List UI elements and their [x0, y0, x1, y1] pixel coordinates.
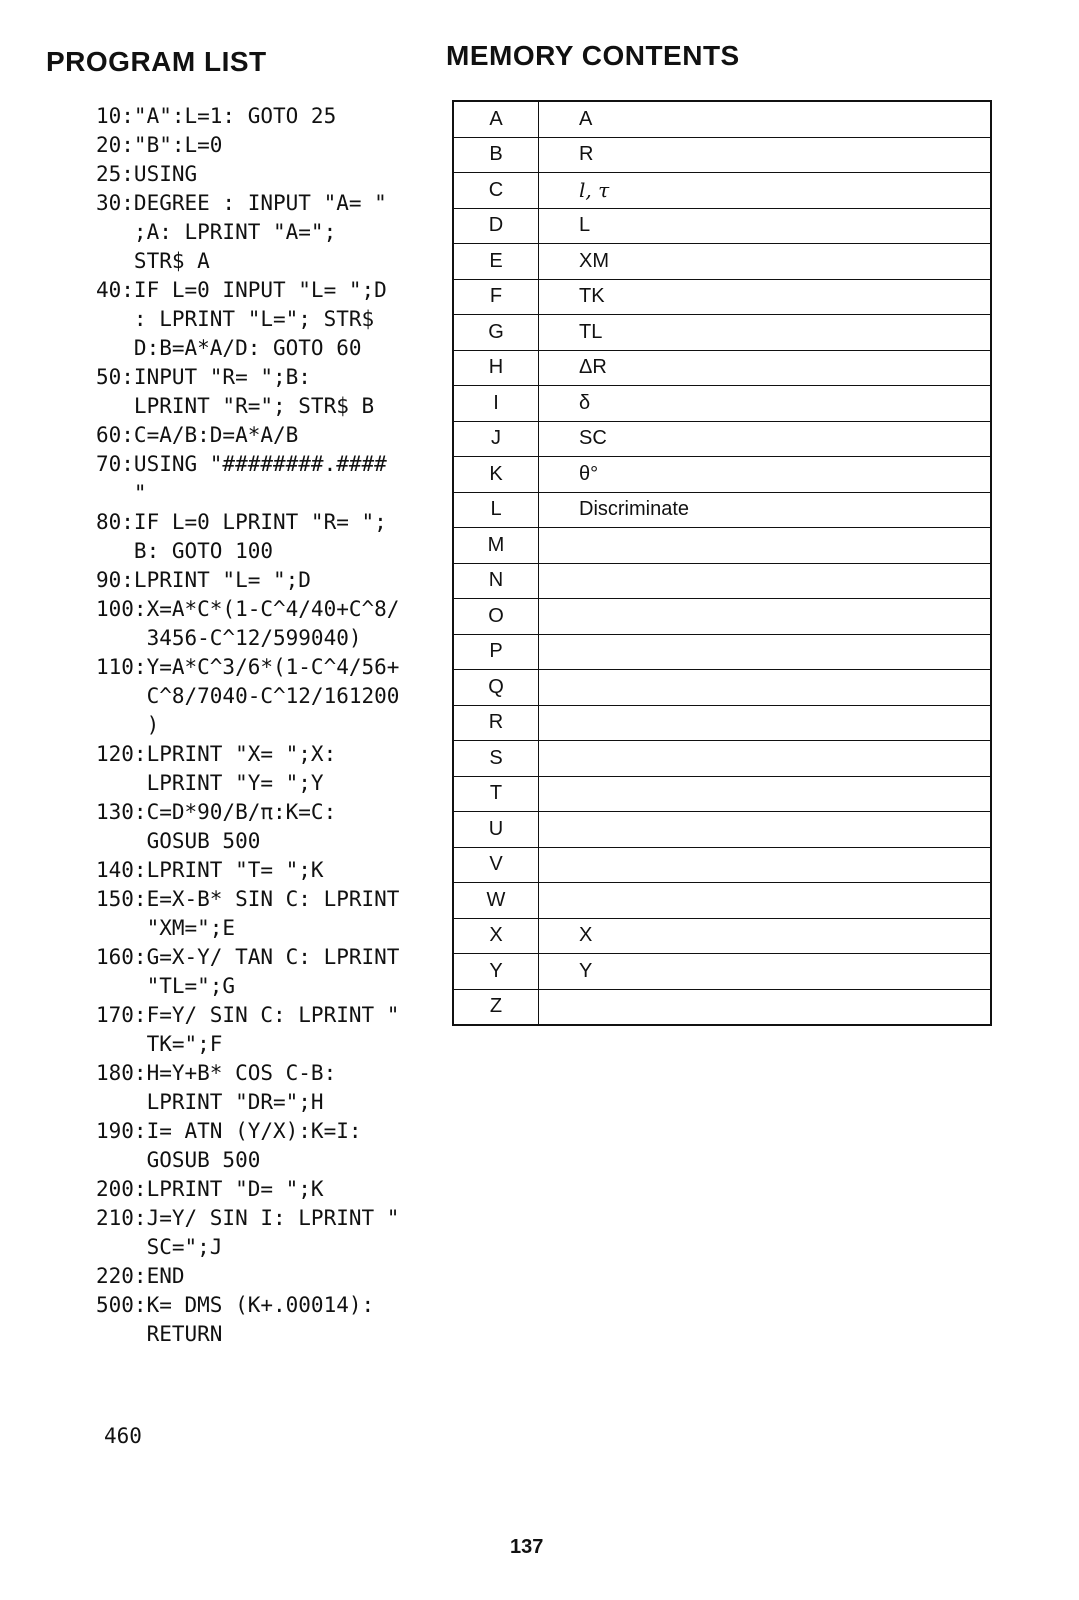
memory-row-j: [453, 421, 991, 457]
memory-content: [539, 705, 992, 741]
program-line: "XM=";E: [96, 916, 236, 940]
memory-row-a: [453, 101, 991, 137]
program-line: 40:IF L=0 INPUT "L= ";D: [96, 278, 387, 302]
program-line: 20:"B":L=0: [96, 133, 223, 157]
memory-content: [539, 989, 992, 1025]
memory-register: F: [453, 279, 539, 315]
program-line: 140:LPRINT "T= ";K: [96, 858, 324, 882]
memory-row-o: [453, 599, 991, 635]
program-line: 210:J=Y/ SIN I: LPRINT ": [96, 1206, 400, 1230]
memory-row-e: [453, 244, 991, 280]
memory-content: R: [539, 137, 992, 173]
program-line: : LPRINT "L="; STR$: [96, 307, 375, 331]
program-line: TK=";F: [96, 1032, 223, 1056]
program-line: 50:INPUT "R= ";B:: [96, 365, 311, 389]
memory-register: E: [453, 244, 539, 280]
program-line: 60:C=A/B:D=A*A/B: [96, 423, 299, 447]
memory-content: Y: [539, 954, 992, 990]
memory-register: P: [453, 634, 539, 670]
memory-row-v: [453, 847, 991, 883]
memory-contents-heading: MEMORY CONTENTS: [446, 40, 740, 71]
program-line: 100:X=A*C*(1-C^4/40+C^8/: [96, 597, 400, 621]
memory-row-t: [453, 776, 991, 812]
program-line: 180:H=Y+B* COS C-B:: [96, 1061, 337, 1085]
memory-register: L: [453, 492, 539, 528]
memory-content: SC: [539, 421, 992, 457]
memory-content: [539, 883, 992, 919]
program-line: ;A: LPRINT "A=";: [96, 220, 337, 244]
memory-content: L: [539, 208, 992, 244]
memory-content: TL: [539, 315, 992, 351]
program-line: 3456-C^12/599040): [96, 626, 362, 650]
program-line: ): [96, 713, 160, 737]
memory-content: X: [539, 918, 992, 954]
memory-register: V: [453, 847, 539, 883]
memory-content: [539, 634, 992, 670]
program-line: 220:END: [96, 1264, 185, 1288]
memory-register: X: [453, 918, 539, 954]
memory-content: [539, 528, 992, 564]
program-line: 80:IF L=0 LPRINT "R= ";: [96, 510, 387, 534]
memory-row-f: [453, 279, 991, 315]
program-line: 150:E=X-B* SIN C: LPRINT: [96, 887, 400, 911]
memory-register: C: [453, 173, 539, 209]
program-line: 200:LPRINT "D= ";K: [96, 1177, 324, 1201]
memory-row-d: [453, 208, 991, 244]
memory-content: [539, 563, 992, 599]
program-line: LPRINT "DR=";H: [96, 1090, 324, 1114]
memory-row-i: [453, 386, 991, 422]
memory-row-k: [453, 457, 991, 493]
memory-content: TK: [539, 279, 992, 315]
memory-row-p: [453, 634, 991, 670]
program-line: LPRINT "Y= ";Y: [96, 771, 324, 795]
memory-content: [539, 741, 992, 777]
memory-row-w: [453, 883, 991, 919]
memory-register: N: [453, 563, 539, 599]
program-line: "TL=";G: [96, 974, 236, 998]
memory-register: K: [453, 457, 539, 493]
program-code-number: 460: [104, 1424, 142, 1448]
program-line: 500:K= DMS (K+.00014):: [96, 1293, 375, 1317]
memory-content: XM: [539, 244, 992, 280]
memory-row-m: [453, 528, 991, 564]
memory-register: Y: [453, 954, 539, 990]
memory-register: A: [453, 101, 539, 137]
memory-content: δ: [539, 386, 992, 422]
memory-content: [539, 847, 992, 883]
memory-register: T: [453, 776, 539, 812]
memory-register: J: [453, 421, 539, 457]
memory-row-x: [453, 918, 991, 954]
memory-row-b: [453, 137, 991, 173]
memory-row-z: [453, 989, 991, 1025]
program-line: 170:F=Y/ SIN C: LPRINT ": [96, 1003, 400, 1027]
memory-register: B: [453, 137, 539, 173]
program-line: ": [96, 481, 147, 505]
program-line: 130:C=D*90/B/π:K=C:: [96, 800, 337, 824]
memory-register: Q: [453, 670, 539, 706]
memory-row-c: [453, 173, 991, 209]
memory-row-r: [453, 705, 991, 741]
memory-row-l: [453, 492, 991, 528]
program-line: 30:DEGREE : INPUT "A= ": [96, 191, 387, 215]
memory-row-q: [453, 670, 991, 706]
memory-content: Discriminate: [539, 492, 992, 528]
memory-content: [539, 776, 992, 812]
program-line: 10:"A":L=1: GOTO 25: [96, 104, 337, 128]
program-line: 160:G=X-Y/ TAN C: LPRINT: [96, 945, 400, 969]
memory-content: [539, 599, 992, 635]
program-line: 25:USING: [96, 162, 198, 186]
program-line: LPRINT "R="; STR$ B: [96, 394, 375, 418]
program-line: RETURN: [96, 1322, 223, 1346]
memory-register: W: [453, 883, 539, 919]
program-line: B: GOTO 100: [96, 539, 274, 563]
program-list: [96, 102, 456, 1349]
memory-row-g: [453, 315, 991, 351]
program-line: GOSUB 500: [96, 829, 261, 853]
memory-row-u: [453, 812, 991, 848]
memory-content: ΔR: [539, 350, 992, 386]
memory-content: θ°: [539, 457, 992, 493]
memory-row-s: [453, 741, 991, 777]
program-line: C^8/7040-C^12/161200: [96, 684, 400, 708]
program-line: 120:LPRINT "X= ";X:: [96, 742, 337, 766]
memory-register: D: [453, 208, 539, 244]
memory-content: [539, 670, 992, 706]
memory-register: I: [453, 386, 539, 422]
memory-row-h: [453, 350, 991, 386]
program-line: 190:I= ATN (Y/X):K=I:: [96, 1119, 362, 1143]
program-line: SC=";J: [96, 1235, 223, 1259]
program-list-heading: PROGRAM LIST: [46, 46, 267, 77]
page-number: 137: [510, 1536, 544, 1558]
memory-register: S: [453, 741, 539, 777]
program-line: 70:USING "########.####: [96, 452, 387, 476]
memory-content: [539, 812, 992, 848]
memory-register: M: [453, 528, 539, 564]
memory-register: R: [453, 705, 539, 741]
program-line: GOSUB 500: [96, 1148, 261, 1172]
memory-register: H: [453, 350, 539, 386]
memory-register: G: [453, 315, 539, 351]
program-line: 90:LPRINT "L= ";D: [96, 568, 311, 592]
program-line: STR$ A: [96, 249, 210, 273]
program-line: 110:Y=A*C^3/6*(1-C^4/56+: [96, 655, 400, 679]
memory-register: Z: [453, 989, 539, 1025]
memory-content: l, τ: [539, 173, 992, 209]
memory-contents-table: [452, 100, 992, 1026]
memory-register: U: [453, 812, 539, 848]
memory-row-y: [453, 954, 991, 990]
memory-register: O: [453, 599, 539, 635]
memory-content: A: [539, 101, 992, 137]
program-line: D:B=A*A/D: GOTO 60: [96, 336, 362, 360]
memory-row-n: [453, 563, 991, 599]
